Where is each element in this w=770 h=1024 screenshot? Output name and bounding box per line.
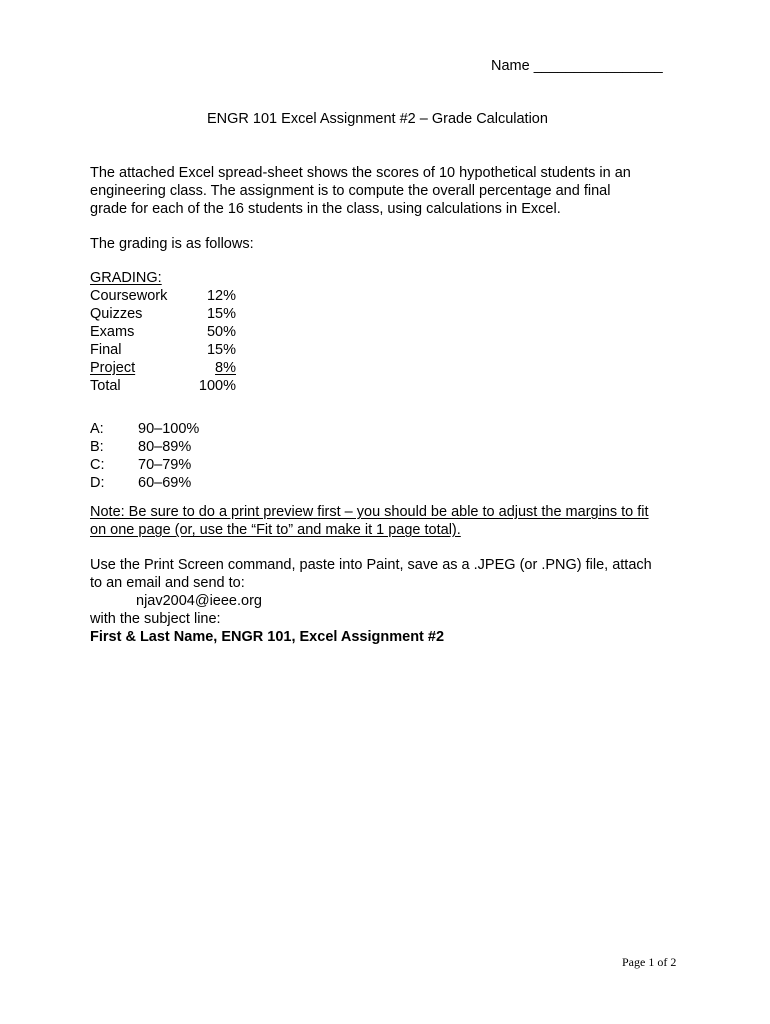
grading-percent-underlined (196, 359, 236, 377)
subject-intro: with the subject line: (90, 611, 221, 627)
email-address: njav2004@ieee.org (136, 593, 262, 609)
letter-grade: B: (90, 439, 104, 455)
grading-percent: 15% (206, 306, 236, 322)
letter-grade-row (90, 456, 690, 474)
grading-row (90, 305, 690, 323)
name-label: Name (491, 58, 530, 74)
grading-heading-row (90, 269, 690, 287)
name-blank: ________________ (533, 58, 663, 74)
subject-line: First & Last Name, ENGR 101, Excel Assignment #2 (90, 629, 445, 645)
grading-heading: GRADING: (90, 270, 162, 286)
grading-percent: 8% (215, 360, 236, 376)
document-title: ENGR 101 Excel Assignment #2 – Grade Calculation (207, 111, 548, 127)
intro-paragraph (90, 164, 690, 218)
grading-total-percent: 100% (198, 378, 236, 394)
grading-category: Coursework (90, 288, 168, 304)
note-line: Note: Be sure to do a print preview first – you should be able to adjust the margins to fit (90, 504, 649, 520)
letter-grade-range: 60–69% (138, 475, 192, 491)
intro-line: engineering class. The assignment is to compute the overall percentage and final (90, 183, 611, 199)
note-line: on one page (or, use the “Fit to” and make it 1 page total). (90, 522, 461, 538)
letter-grade-range: 70–79% (138, 457, 192, 473)
grading-row (90, 341, 690, 359)
grading-category: Quizzes (90, 306, 143, 322)
grading-row (90, 323, 690, 341)
letter-grade-list (90, 420, 690, 492)
submission-instructions (90, 556, 690, 646)
letter-grade-row (90, 474, 690, 492)
grading-category: Final (90, 342, 122, 358)
grading-category: Exams (90, 324, 135, 340)
grading-total-row (90, 377, 690, 395)
grading-row (90, 287, 690, 305)
grading-row (90, 359, 690, 377)
grading-category: Project (90, 360, 136, 376)
grading-percent: 50% (206, 324, 236, 340)
letter-grade-range: 90–100% (138, 421, 200, 437)
letter-grade: A: (90, 421, 104, 437)
grading-percent: 12% (206, 288, 236, 304)
page-number: Page 1 of 2 (622, 955, 677, 969)
letter-grade-row (90, 438, 690, 456)
grading-table (90, 269, 690, 395)
intro-line: The attached Excel spread-sheet shows the scores of 10 hypothetical students in an (90, 165, 631, 181)
name-field (491, 57, 663, 75)
print-preview-note (90, 503, 690, 539)
letter-grade-range: 80–89% (138, 439, 192, 455)
letter-grade-row (90, 420, 690, 438)
letter-grade: C: (90, 457, 105, 473)
intro-line: grade for each of the 16 students in the class, using calculations in Excel. (90, 201, 561, 217)
grading-percent: 15% (206, 342, 236, 358)
instruction-line: to an email and send to: (90, 575, 245, 591)
instruction-line: Use the Print Screen command, paste into Paint, save as a .JPEG (or .PNG) file, attach (90, 557, 652, 573)
letter-grade: D: (90, 475, 105, 491)
grading-intro: The grading is as follows: (90, 236, 254, 252)
grading-total-label: Total (90, 378, 121, 394)
